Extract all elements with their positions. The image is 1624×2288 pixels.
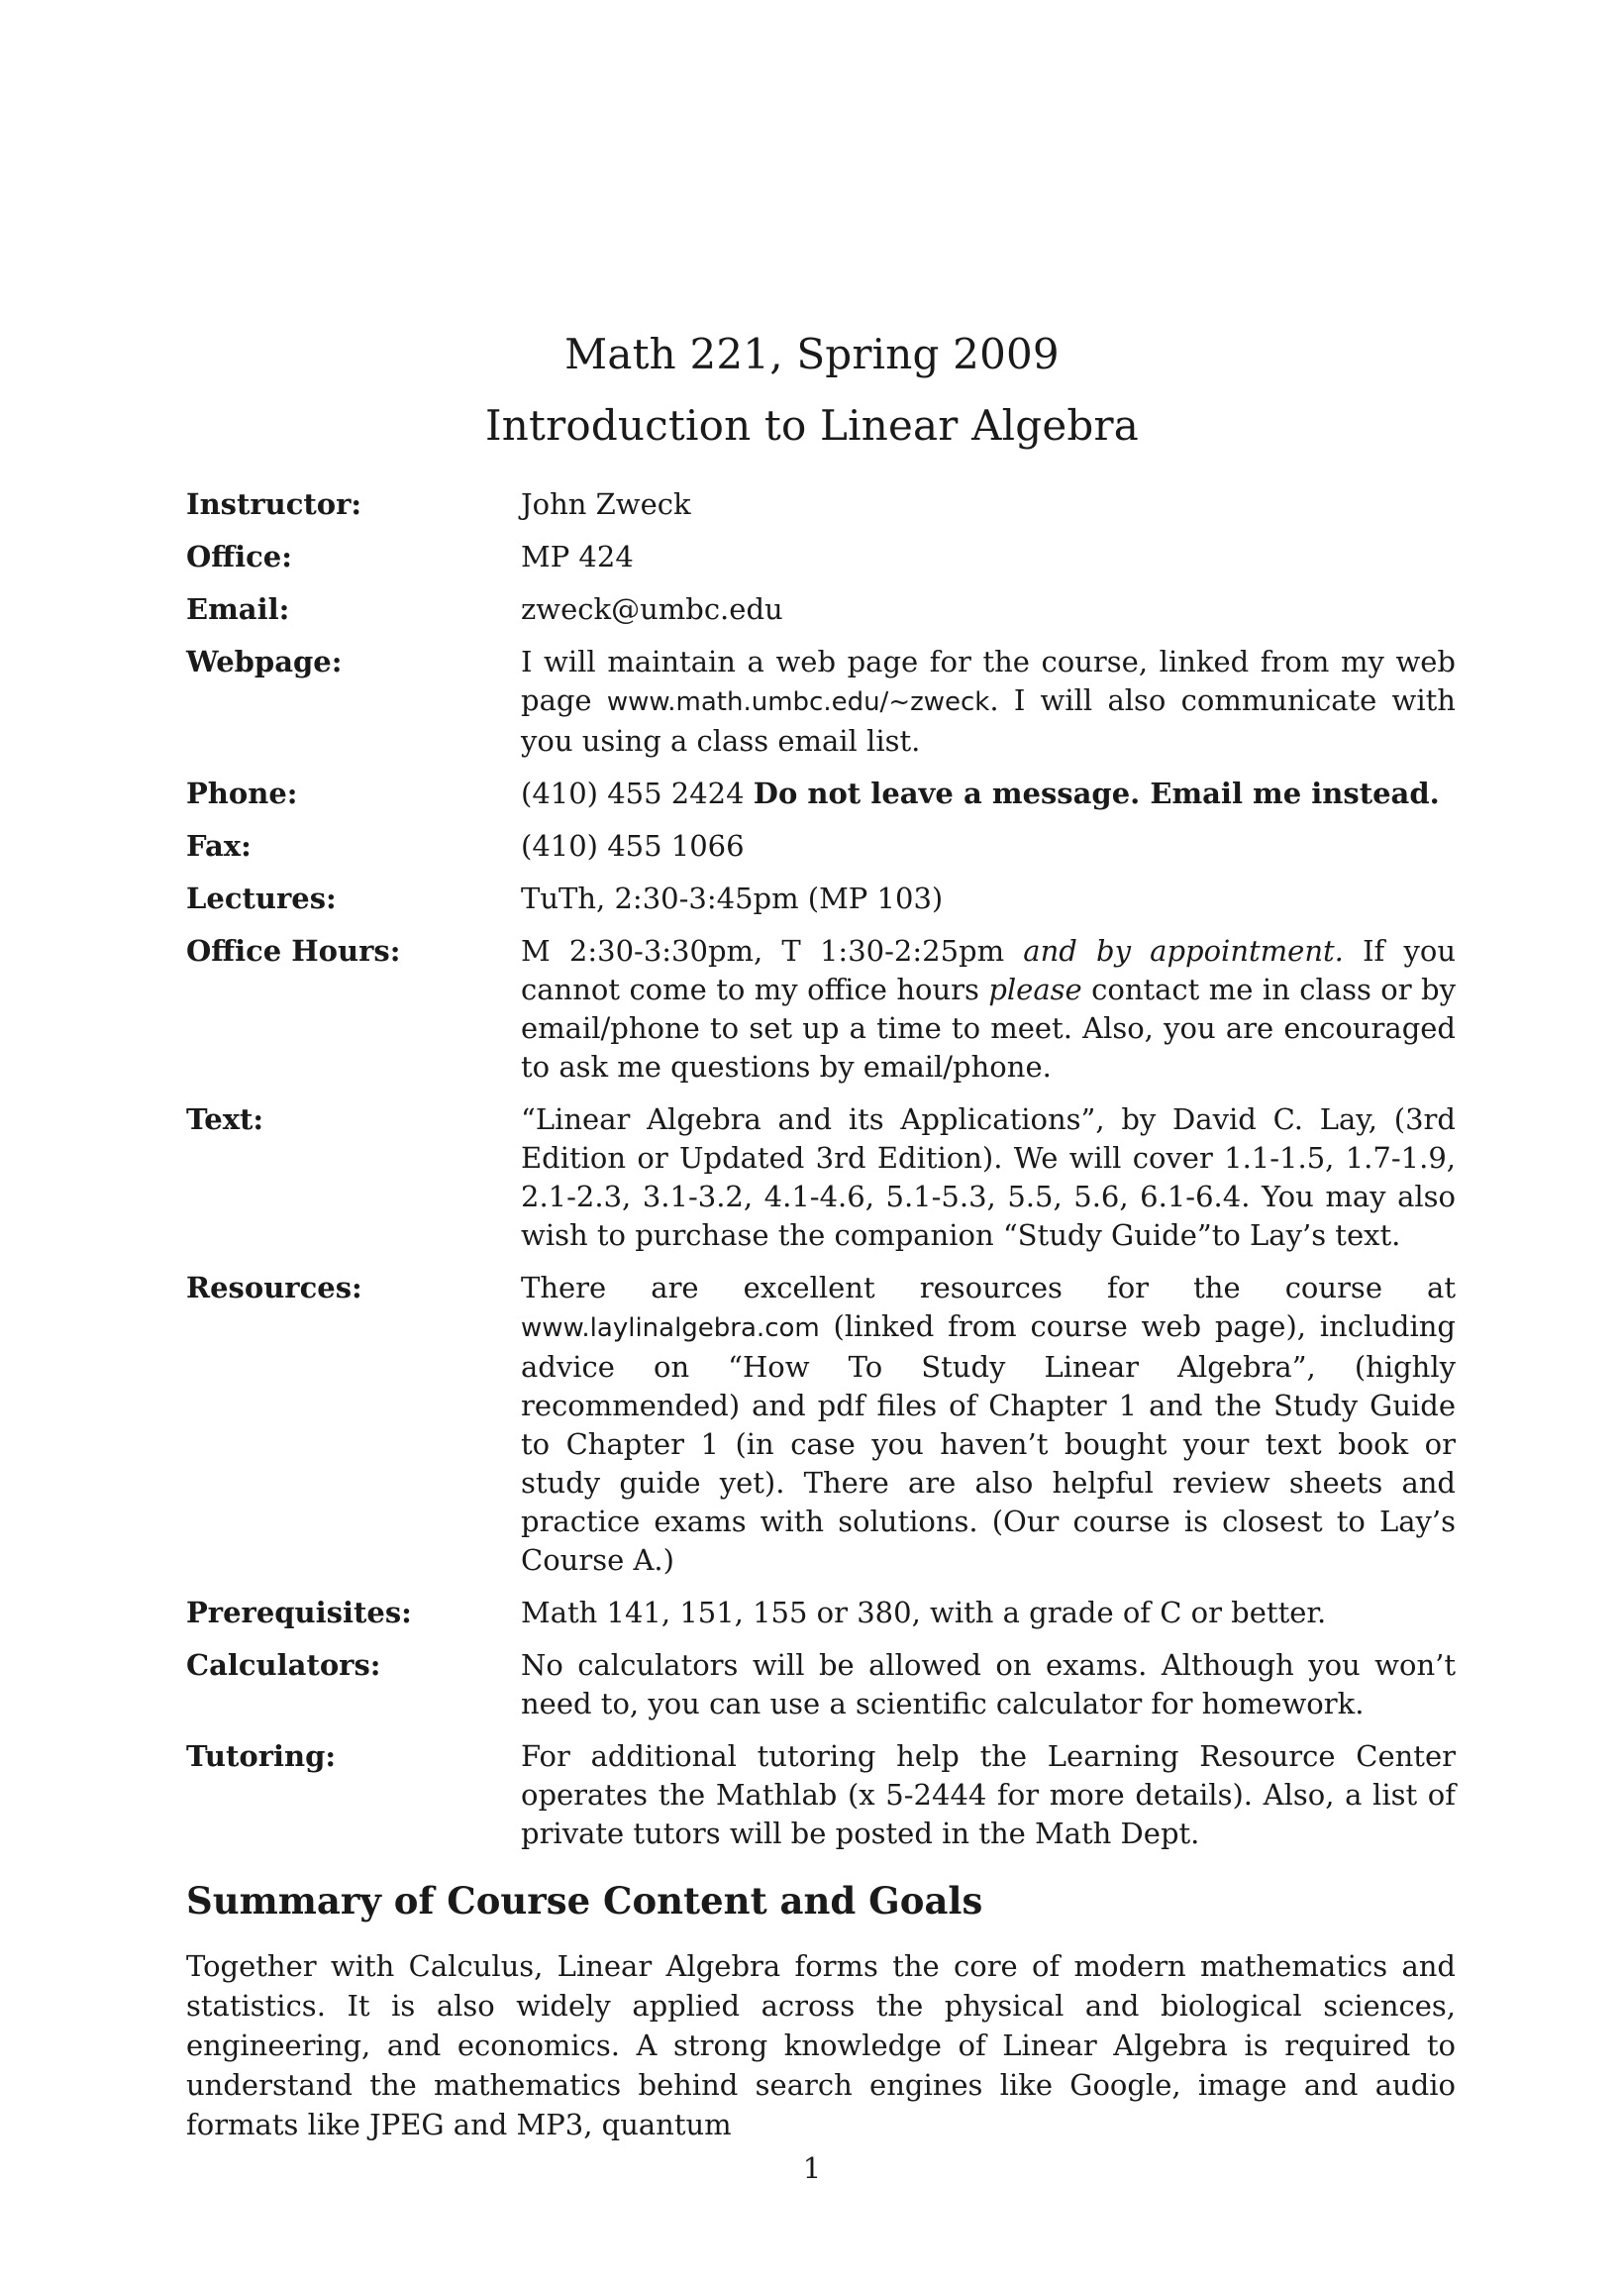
resources-value [521, 1269, 1456, 1594]
prerequisites-label: Prerequisites: [186, 1596, 412, 1629]
office-label: Office: [186, 540, 292, 573]
info-row-prerequisites [186, 1594, 1456, 1646]
webpage-value [521, 643, 1456, 775]
tutoring-value: For additional tutoring help the Learning Resource Center operates the Mathlab (x 5-2444 for more details). Also, a list of private tutors will be posted in the Math Dept. [521, 1739, 1456, 1850]
resources-text-cont: (linked from course web page), including advice on “How To Study Linear Algebra”, (highly recommended) and pdf files of Chapter 1 and the Study Guide to Chapter 1 (in case you haven’t bought your text book or study guide yet). There are also helpful review sheets and practice exams with solutions. (Our course is closest to Lay’s Course A.) [521, 1309, 1456, 1577]
office-hours-value [521, 932, 1456, 1100]
course-info-table [186, 485, 1456, 1867]
phone-note: Do not leave a message. Email me instead. [753, 777, 1440, 810]
tutoring-label: Tutoring: [186, 1739, 337, 1773]
instructor-label: Instructor: [186, 487, 362, 521]
office-hours-italic: and by appointment. [1023, 934, 1344, 968]
resources-label: Resources: [186, 1271, 362, 1304]
info-row-lectures [186, 880, 1456, 932]
course-title: Math 221, Spring 2009 [564, 330, 1060, 378]
page-number: 1 [802, 2151, 822, 2185]
summary-paragraph: Together with Calculus, Linear Algebra forms the core of modern mathematics and statistics. It is also widely applied across the physical and biological sciences, engineering, and economics. A strong knowledge of Linear Algebra is required to understand the mathematics behind search engines like Google, image and audio formats like JPEG and MP3, quantum [186, 1949, 1456, 2141]
info-row-fax [186, 827, 1456, 880]
info-row-calculators [186, 1646, 1456, 1737]
phone-label: Phone: [186, 777, 298, 810]
phone-number: (410) 455 2424 [521, 777, 745, 810]
office-hours-please: please [988, 973, 1082, 1006]
office-hours-label: Office Hours: [186, 934, 401, 968]
lectures-label: Lectures: [186, 882, 337, 915]
info-row-instructor [186, 485, 1456, 538]
office-value: MP 424 [521, 540, 634, 573]
resources-text: There are excellent resources for the course at [521, 1271, 1456, 1304]
lectures-value: TuTh, 2:30-3:45pm (MP 103) [521, 882, 944, 915]
info-row-office [186, 538, 1456, 590]
fax-value: (410) 455 1066 [521, 829, 745, 863]
phone-value [521, 775, 1456, 827]
text-value: “Linear Algebra and its Applications”, by David C. Lay, (3rd Edition or Updated 3rd Edition). We will cover 1.1-1.5, 1.7-1.9, 2.1-2.3, 3.1-3.2, 4.1-4.6, 5.1-5.3, 5.5, 5.6, 6.1-6.4. You may also wish to purchase the companion “Study Guide”to Lay’s text. [521, 1102, 1456, 1252]
text-label: Text: [186, 1102, 264, 1136]
summary-heading: Summary of Course Content and Goals [186, 1879, 983, 1923]
office-hours-text-2: If you cannot come to my office hours [521, 934, 1457, 1006]
instructor-value: John Zweck [521, 487, 691, 521]
info-row-tutoring [186, 1737, 1456, 1867]
webpage-text: I will maintain a web page for the course, linked from my web page [521, 645, 1456, 717]
office-hours-text-3: contact me in class or by email/phone to set up a time to meet. Also, you are encouraged to ask me questions by email/phone. [521, 973, 1457, 1084]
email-label: Email: [186, 592, 290, 626]
email-value: zweck@umbc.edu [521, 592, 783, 626]
info-row-resources [186, 1269, 1456, 1594]
course-subtitle: Introduction to Linear Algebra [484, 401, 1140, 450]
webpage-label: Webpage: [186, 645, 343, 678]
info-row-text [186, 1100, 1456, 1269]
calculators-value: No calculators will be allowed on exams. Although you won’t need to, you can use a scientific calculator for homework. [521, 1648, 1456, 1720]
info-row-webpage [186, 643, 1456, 775]
info-row-email [186, 590, 1456, 643]
office-hours-text: M 2:30-3:30pm, T 1:30-2:25pm [521, 934, 1024, 968]
info-row-phone [186, 775, 1456, 827]
webpage-url: www.math.umbc.edu/~zweck [606, 687, 990, 717]
calculators-label: Calculators: [186, 1648, 381, 1682]
prerequisites-value: Math 141, 151, 155 or 380, with a grade of C or better. [521, 1596, 1327, 1629]
webpage-text-cont: . I will also communicate with you using a class email list. [521, 683, 1456, 758]
resources-url: www.laylinalgebra.com [521, 1313, 820, 1343]
fax-label: Fax: [186, 829, 252, 863]
info-row-office-hours [186, 932, 1456, 1100]
